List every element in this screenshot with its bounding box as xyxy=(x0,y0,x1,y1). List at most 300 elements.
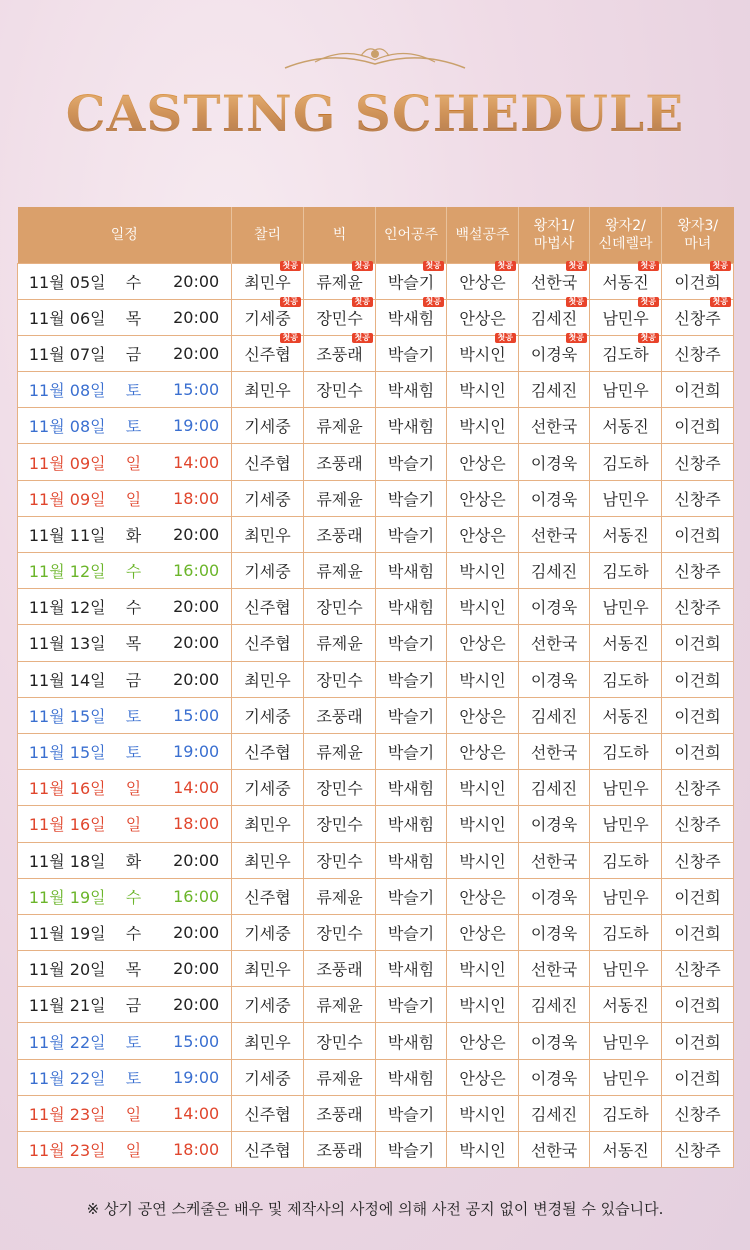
cast-cell: 김도하 xyxy=(590,444,662,480)
day-text: 수 xyxy=(125,272,142,292)
cast-cell: 이건희 xyxy=(662,987,734,1023)
premiere-badge: 첫공 xyxy=(638,333,659,343)
cast-cell: 박시인 xyxy=(447,661,519,697)
cast-cell: 안상은 xyxy=(447,480,519,516)
cast-cell: 남민우 xyxy=(590,951,662,987)
cast-cell: 조풍래 첫공 xyxy=(304,335,376,371)
table-row xyxy=(18,987,734,1023)
day-text: 금 xyxy=(125,670,142,690)
date-cell xyxy=(18,480,232,516)
cast-cell: 이건희 xyxy=(662,372,734,408)
cast-cell: 이건희 xyxy=(662,878,734,914)
date-text: 11월 08일 xyxy=(28,381,106,401)
time-text: 20:00 xyxy=(173,922,220,942)
cast-cell: 이건희 첫공 xyxy=(662,263,734,299)
cast-cell: 이경욱 첫공 xyxy=(519,335,590,371)
cast-cell: 안상은 xyxy=(447,1059,519,1095)
cast-cell: 김세진 xyxy=(519,770,590,806)
schedule-table-wrap xyxy=(17,207,733,1168)
cast-cell: 이경욱 xyxy=(519,1059,590,1095)
table-row xyxy=(18,770,734,806)
cast-cell: 박슬기 xyxy=(376,733,447,769)
cast-cell: 안상은 xyxy=(447,733,519,769)
time-text: 19:00 xyxy=(173,1067,220,1087)
cast-cell: 이건희 xyxy=(662,661,734,697)
table-row xyxy=(18,625,734,661)
day-text: 토 xyxy=(125,706,142,726)
day-text: 토 xyxy=(125,743,142,763)
footnote: ※ 상기 공연 스케줄은 배우 및 제작사의 사정에 의해 사전 공지 없이 변경될 수 있습니다. xyxy=(86,1200,664,1218)
cast-cell: 이경욱 xyxy=(519,444,590,480)
cast-cell: 이경욱 xyxy=(519,589,590,625)
cast-cell: 선한국 xyxy=(519,1132,590,1168)
cast-cell: 신창주 xyxy=(662,1095,734,1131)
table-body xyxy=(18,260,734,1168)
cast-cell: 김도하 xyxy=(590,733,662,769)
date-cell xyxy=(18,372,232,408)
cast-cell: 박슬기 xyxy=(376,914,447,950)
date-cell xyxy=(18,806,232,842)
table-row xyxy=(18,444,734,480)
date-text: 11월 19일 xyxy=(28,887,106,907)
date-cell xyxy=(18,914,232,950)
day-text: 일 xyxy=(125,1104,142,1124)
date-text: 11월 16일 xyxy=(28,779,106,799)
day-text: 화 xyxy=(125,525,142,545)
premiere-badge: 첫공 xyxy=(423,297,444,307)
date-text: 11월 14일 xyxy=(28,670,106,690)
cast-cell: 류제윤 xyxy=(304,733,376,769)
date-cell xyxy=(18,335,232,371)
day-text: 토 xyxy=(125,381,142,401)
cast-cell: 박새힘 xyxy=(376,951,447,987)
cast-cell: 장민수 첫공 xyxy=(304,299,376,335)
cast-cell: 안상은 첫공 xyxy=(447,263,519,299)
time-text: 14:00 xyxy=(173,452,220,472)
table-row xyxy=(18,1132,734,1168)
time-text: 20:00 xyxy=(173,850,220,870)
day-text: 일 xyxy=(125,453,142,473)
table-row xyxy=(18,878,734,914)
premiere-badge: 첫공 xyxy=(352,297,373,307)
date-cell xyxy=(18,516,232,552)
cast-cell: 신창주 xyxy=(662,1132,734,1168)
table-row xyxy=(18,408,734,444)
cast-cell: 남민우 xyxy=(590,878,662,914)
date-text: 11월 22일 xyxy=(28,1032,106,1052)
table-row xyxy=(18,263,734,299)
cast-cell: 이경욱 xyxy=(519,878,590,914)
date-text: 11월 23일 xyxy=(28,1141,106,1161)
cast-cell: 장민수 xyxy=(304,770,376,806)
cast-cell: 기세중 xyxy=(232,1059,304,1095)
date-cell xyxy=(18,263,232,299)
cast-cell: 류제윤 xyxy=(304,987,376,1023)
date-text: 11월 06일 xyxy=(28,308,106,328)
cast-cell: 박슬기 xyxy=(376,335,447,371)
day-text: 목 xyxy=(125,634,142,654)
cast-cell: 기세중 xyxy=(232,987,304,1023)
cast-cell: 신주협 xyxy=(232,1132,304,1168)
date-text: 11월 05일 xyxy=(28,272,106,292)
cast-cell: 박시인 xyxy=(447,1132,519,1168)
date-text: 11월 08일 xyxy=(28,417,106,437)
cast-cell: 김도하 xyxy=(590,661,662,697)
time-text: 18:00 xyxy=(173,1140,220,1160)
casting-schedule-table xyxy=(17,207,734,1168)
day-text: 수 xyxy=(125,887,142,907)
cast-cell: 박슬기 xyxy=(376,1095,447,1131)
date-text: 11월 11일 xyxy=(28,525,106,545)
table-row xyxy=(18,1023,734,1059)
cast-cell: 박슬기 xyxy=(376,480,447,516)
cast-cell: 최민우 xyxy=(232,842,304,878)
table-row xyxy=(18,842,734,878)
cast-cell: 박시인 xyxy=(447,770,519,806)
column-header: 일정 xyxy=(18,207,232,263)
cast-cell: 박새힘 xyxy=(376,589,447,625)
date-text: 11월 22일 xyxy=(28,1068,106,1088)
cast-cell: 조풍래 xyxy=(304,444,376,480)
date-text: 11월 16일 xyxy=(28,815,106,835)
cast-cell: 김세진 첫공 xyxy=(519,299,590,335)
date-cell xyxy=(18,733,232,769)
date-cell xyxy=(18,1095,232,1131)
cast-cell: 신창주 xyxy=(662,480,734,516)
time-text: 16:00 xyxy=(173,561,220,581)
time-text: 14:00 xyxy=(173,778,220,798)
table-row xyxy=(18,589,734,625)
cast-cell: 김도하 xyxy=(590,1095,662,1131)
table-row xyxy=(18,697,734,733)
premiere-badge: 첫공 xyxy=(495,261,516,271)
cast-cell: 장민수 xyxy=(304,806,376,842)
cast-cell: 박시인 첫공 xyxy=(447,335,519,371)
premiere-badge: 첫공 xyxy=(638,297,659,307)
day-text: 토 xyxy=(125,417,142,437)
cast-cell: 안상은 xyxy=(447,1023,519,1059)
cast-cell: 장민수 xyxy=(304,589,376,625)
cast-cell: 신창주 xyxy=(662,951,734,987)
column-header: 빅 xyxy=(304,207,376,263)
cast-cell: 서동진 첫공 xyxy=(590,263,662,299)
table-row xyxy=(18,914,734,950)
cast-cell: 신주협 첫공 xyxy=(232,335,304,371)
cast-cell: 최민우 xyxy=(232,806,304,842)
cast-cell: 조풍래 xyxy=(304,1132,376,1168)
date-cell xyxy=(18,1059,232,1095)
cast-cell: 장민수 xyxy=(304,914,376,950)
cast-cell: 남민우 xyxy=(590,806,662,842)
cast-cell: 최민우 첫공 xyxy=(232,263,304,299)
table-row xyxy=(18,299,734,335)
cast-cell: 박슬기 xyxy=(376,1132,447,1168)
cast-cell: 박새힘 xyxy=(376,806,447,842)
date-text: 11월 12일 xyxy=(28,562,106,582)
cast-cell: 신주협 xyxy=(232,1095,304,1131)
title-ornament-icon xyxy=(275,42,475,76)
cast-cell: 김세진 xyxy=(519,1095,590,1131)
cast-cell: 김세진 xyxy=(519,372,590,408)
day-text: 일 xyxy=(125,815,142,835)
cast-cell: 신주협 xyxy=(232,625,304,661)
cast-cell: 김세진 xyxy=(519,987,590,1023)
date-cell xyxy=(18,625,232,661)
premiere-badge: 첫공 xyxy=(566,333,587,343)
cast-cell: 선한국 xyxy=(519,842,590,878)
cast-cell: 조풍래 xyxy=(304,1095,376,1131)
cast-cell: 이경욱 xyxy=(519,914,590,950)
column-header: 찰리 xyxy=(232,207,304,263)
date-cell xyxy=(18,589,232,625)
cast-cell: 조풍래 xyxy=(304,951,376,987)
cast-cell: 최민우 xyxy=(232,372,304,408)
cast-cell: 신주협 xyxy=(232,589,304,625)
cast-cell: 최민우 xyxy=(232,1023,304,1059)
date-cell xyxy=(18,987,232,1023)
cast-cell: 박새힘 xyxy=(376,842,447,878)
date-text: 11월 07일 xyxy=(28,344,106,364)
column-header: 왕자3/ 마녀 xyxy=(662,207,734,263)
cast-cell: 류제윤 첫공 xyxy=(304,263,376,299)
cast-cell: 기세중 xyxy=(232,408,304,444)
premiere-badge: 첫공 xyxy=(423,261,444,271)
cast-cell: 최민우 xyxy=(232,661,304,697)
time-text: 20:00 xyxy=(173,995,220,1015)
cast-cell: 장민수 xyxy=(304,661,376,697)
cast-cell: 서동진 xyxy=(590,697,662,733)
premiere-badge: 첫공 xyxy=(352,261,373,271)
table-row xyxy=(18,335,734,371)
page-title: CASTING SCHEDULE xyxy=(0,84,750,143)
premiere-badge: 첫공 xyxy=(566,261,587,271)
cast-cell: 박새힘 xyxy=(376,770,447,806)
date-text: 11월 21일 xyxy=(28,996,106,1016)
cast-cell: 류제윤 xyxy=(304,553,376,589)
time-text: 20:00 xyxy=(173,669,220,689)
cast-cell: 박슬기 xyxy=(376,878,447,914)
date-cell xyxy=(18,770,232,806)
time-text: 15:00 xyxy=(173,705,220,725)
time-text: 20:00 xyxy=(173,597,220,617)
date-text: 11월 13일 xyxy=(28,634,106,654)
time-text: 19:00 xyxy=(173,742,220,762)
time-text: 18:00 xyxy=(173,488,220,508)
cast-cell: 선한국 첫공 xyxy=(519,263,590,299)
cast-cell: 기세중 xyxy=(232,697,304,733)
table-row xyxy=(18,806,734,842)
cast-cell: 박슬기 xyxy=(376,444,447,480)
cast-cell: 선한국 xyxy=(519,516,590,552)
cast-cell: 신창주 xyxy=(662,842,734,878)
cast-cell: 신창주 xyxy=(662,589,734,625)
cast-cell: 이건희 xyxy=(662,1059,734,1095)
cast-cell: 안상은 xyxy=(447,444,519,480)
day-text: 금 xyxy=(125,344,142,364)
cast-cell: 류제윤 xyxy=(304,1059,376,1095)
date-cell xyxy=(18,951,232,987)
cast-cell: 기세중 첫공 xyxy=(232,299,304,335)
table-row xyxy=(18,372,734,408)
cast-cell: 남민우 xyxy=(590,1023,662,1059)
time-text: 18:00 xyxy=(173,814,220,834)
time-text: 16:00 xyxy=(173,886,220,906)
cast-cell: 기세중 xyxy=(232,770,304,806)
cast-cell: 남민우 첫공 xyxy=(590,299,662,335)
cast-cell: 류제윤 xyxy=(304,878,376,914)
cast-cell: 박슬기 xyxy=(376,516,447,552)
cast-cell: 이경욱 xyxy=(519,661,590,697)
cast-cell: 최민우 xyxy=(232,951,304,987)
cast-cell: 이경욱 xyxy=(519,806,590,842)
cast-cell: 박슬기 xyxy=(376,987,447,1023)
cast-cell: 신창주 xyxy=(662,444,734,480)
cast-cell: 박새힘 첫공 xyxy=(376,299,447,335)
cast-cell: 박슬기 xyxy=(376,625,447,661)
date-cell xyxy=(18,878,232,914)
cast-cell: 조풍래 xyxy=(304,697,376,733)
cast-cell: 이경욱 xyxy=(519,480,590,516)
cast-cell: 신창주 xyxy=(662,806,734,842)
premiere-badge: 첫공 xyxy=(710,261,731,271)
cast-cell: 김도하 xyxy=(590,914,662,950)
premiere-badge: 첫공 xyxy=(495,333,516,343)
premiere-badge: 첫공 xyxy=(280,261,301,271)
day-text: 수 xyxy=(125,562,142,582)
day-text: 일 xyxy=(125,489,142,509)
cast-cell: 신창주 xyxy=(662,770,734,806)
cast-cell: 김세진 xyxy=(519,697,590,733)
cast-cell: 박시인 xyxy=(447,806,519,842)
date-text: 11월 15일 xyxy=(28,743,106,763)
column-header: 왕자1/ 마법사 xyxy=(519,207,590,263)
cast-cell: 박새힘 xyxy=(376,408,447,444)
cast-cell: 안상은 xyxy=(447,299,519,335)
cast-cell: 이건희 xyxy=(662,625,734,661)
date-text: 11월 15일 xyxy=(28,706,106,726)
cast-cell: 조풍래 xyxy=(304,516,376,552)
time-text: 14:00 xyxy=(173,1103,220,1123)
cast-cell: 서동진 xyxy=(590,987,662,1023)
time-text: 15:00 xyxy=(173,380,220,400)
time-text: 15:00 xyxy=(173,1031,220,1051)
cast-cell: 안상은 xyxy=(447,697,519,733)
cast-cell: 서동진 xyxy=(590,625,662,661)
premiere-badge: 첫공 xyxy=(280,333,301,343)
cast-cell: 이건희 xyxy=(662,914,734,950)
date-text: 11월 18일 xyxy=(28,851,106,871)
day-text: 토 xyxy=(125,1032,142,1052)
day-text: 목 xyxy=(125,960,142,980)
cast-cell: 서동진 xyxy=(590,1132,662,1168)
cast-cell: 안상은 xyxy=(447,516,519,552)
column-header: 인어공주 xyxy=(376,207,447,263)
cast-cell: 박시인 xyxy=(447,408,519,444)
cast-cell: 박시인 xyxy=(447,951,519,987)
cast-cell: 박슬기 첫공 xyxy=(376,263,447,299)
time-text: 19:00 xyxy=(173,416,220,436)
premiere-badge: 첫공 xyxy=(352,333,373,343)
day-text: 화 xyxy=(125,851,142,871)
table-row xyxy=(18,1059,734,1095)
table-row xyxy=(18,553,734,589)
cast-cell: 박시인 xyxy=(447,987,519,1023)
cast-cell: 류제윤 xyxy=(304,625,376,661)
cast-cell: 남민우 xyxy=(590,770,662,806)
date-cell xyxy=(18,842,232,878)
date-cell xyxy=(18,444,232,480)
cast-cell: 남민우 xyxy=(590,480,662,516)
cast-cell: 박새힘 xyxy=(376,1059,447,1095)
day-text: 일 xyxy=(125,1141,142,1161)
day-text: 수 xyxy=(125,598,142,618)
cast-cell: 남민우 xyxy=(590,372,662,408)
day-text: 일 xyxy=(125,779,142,799)
cast-cell: 장민수 xyxy=(304,372,376,408)
table-row xyxy=(18,480,734,516)
cast-cell: 안상은 xyxy=(447,914,519,950)
cast-cell: 신주협 xyxy=(232,878,304,914)
cast-cell: 박시인 xyxy=(447,553,519,589)
cast-cell: 안상은 xyxy=(447,878,519,914)
cast-cell: 신창주 xyxy=(662,553,734,589)
cast-cell: 김도하 첫공 xyxy=(590,335,662,371)
cast-cell: 서동진 xyxy=(590,516,662,552)
cast-cell: 선한국 xyxy=(519,951,590,987)
date-cell xyxy=(18,697,232,733)
cast-cell: 선한국 xyxy=(519,733,590,769)
time-text: 20:00 xyxy=(173,959,220,979)
day-text: 금 xyxy=(125,996,142,1016)
cast-cell: 장민수 xyxy=(304,1023,376,1059)
cast-cell: 류제윤 xyxy=(304,480,376,516)
cast-cell: 서동진 xyxy=(590,408,662,444)
premiere-badge: 첫공 xyxy=(710,297,731,307)
time-text: 20:00 xyxy=(173,307,220,327)
date-text: 11월 09일 xyxy=(28,453,106,473)
cast-cell: 신창주 xyxy=(662,335,734,371)
date-text: 11월 12일 xyxy=(28,598,106,618)
cast-cell: 박시인 xyxy=(447,1095,519,1131)
premiere-badge: 첫공 xyxy=(280,297,301,307)
cast-cell: 박슬기 xyxy=(376,697,447,733)
date-text: 11월 23일 xyxy=(28,1104,106,1124)
cast-cell: 기세중 xyxy=(232,914,304,950)
cast-cell: 박새힘 xyxy=(376,553,447,589)
day-text: 토 xyxy=(125,1068,142,1088)
column-header: 백설공주 xyxy=(447,207,519,263)
cast-cell: 기세중 xyxy=(232,553,304,589)
cast-cell: 이건희 xyxy=(662,697,734,733)
time-text: 20:00 xyxy=(173,343,220,363)
cast-cell: 김도하 xyxy=(590,842,662,878)
cast-cell: 이건희 xyxy=(662,408,734,444)
cast-cell: 류제윤 xyxy=(304,408,376,444)
table-row xyxy=(18,1095,734,1131)
cast-cell: 장민수 xyxy=(304,842,376,878)
cast-cell: 선한국 xyxy=(519,625,590,661)
cast-cell: 김세진 xyxy=(519,553,590,589)
time-text: 20:00 xyxy=(173,524,220,544)
date-text: 11월 20일 xyxy=(28,960,106,980)
date-cell xyxy=(18,299,232,335)
date-text: 11월 19일 xyxy=(28,923,106,943)
table-row xyxy=(18,516,734,552)
cast-cell: 박새힘 xyxy=(376,372,447,408)
cast-cell: 남민우 xyxy=(590,1059,662,1095)
cast-cell: 신주협 xyxy=(232,733,304,769)
date-cell xyxy=(18,553,232,589)
